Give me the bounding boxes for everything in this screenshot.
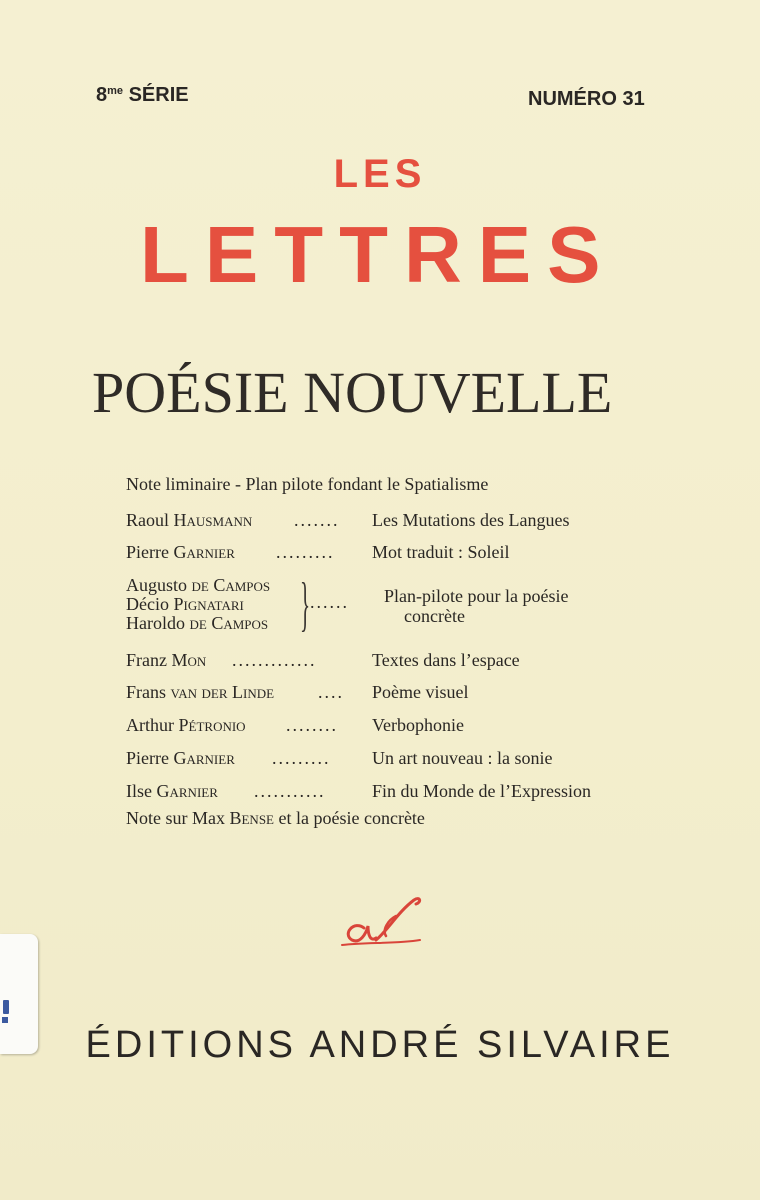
issue-title: POÉSIE NOUVELLE: [92, 360, 613, 425]
toc-work: Plan-pilote pour la poésie concrète: [384, 586, 569, 626]
toc-work: Fin du Monde de l’Expression: [372, 781, 591, 801]
toc-author: Pierre Garnier: [126, 748, 235, 768]
issue-number: NUMÉRO 31: [528, 88, 645, 110]
toc-work: Verbophonie: [372, 715, 464, 735]
series-label: [96, 84, 189, 107]
series-ordinal: me: [107, 85, 124, 97]
toc-leader: .........: [272, 748, 331, 768]
toc-author: Arthur Pétronio: [126, 715, 246, 735]
toc-leader: ...........: [254, 781, 326, 801]
toc-work: Mot traduit : Soleil: [372, 542, 510, 562]
series-word: SÉRIE: [128, 84, 189, 106]
toc-leader: .............: [232, 650, 317, 670]
library-tag-mark: [3, 1000, 9, 1014]
toc-leader: ....: [318, 682, 344, 702]
toc-work: Poème visuel: [372, 682, 469, 702]
toc-author: Ilse Garnier: [126, 781, 218, 801]
masthead-lettres: LETTRES: [140, 210, 617, 299]
publisher-name: ÉDITIONS ANDRÉ SILVAIRE: [85, 1024, 675, 1066]
toc-authors: Augusto de Campos Décio Pignatari Haroldo de Campos: [126, 575, 271, 633]
toc-work: Un art nouveau : la sonie: [372, 748, 553, 768]
masthead-les: LES: [333, 152, 427, 196]
toc-author: Franz Mon: [126, 650, 207, 670]
toc-intro: Note liminaire - Plan pilote fondant le Spatialisme: [126, 474, 489, 494]
toc-leader: ........: [286, 715, 338, 735]
toc-author: Pierre Garnier: [126, 542, 235, 562]
library-tag-mark: [2, 1017, 8, 1023]
toc-leader: .......: [294, 510, 340, 530]
toc-work: Textes dans l’espace: [372, 650, 520, 670]
toc-leader: ......: [310, 592, 349, 612]
toc-outro: Note sur Max Bense et la poésie concrète: [126, 808, 425, 828]
toc-leader: .........: [276, 542, 335, 562]
series-number: 8: [96, 84, 108, 106]
toc-author: Raoul Hausmann: [126, 510, 253, 530]
publisher-monogram-icon: [336, 890, 426, 950]
toc-author: Frans van der Linde: [126, 682, 275, 702]
brace-symbol: }: [300, 571, 311, 637]
toc-work: Les Mutations des Langues: [372, 510, 570, 530]
library-tag: [0, 934, 38, 1054]
